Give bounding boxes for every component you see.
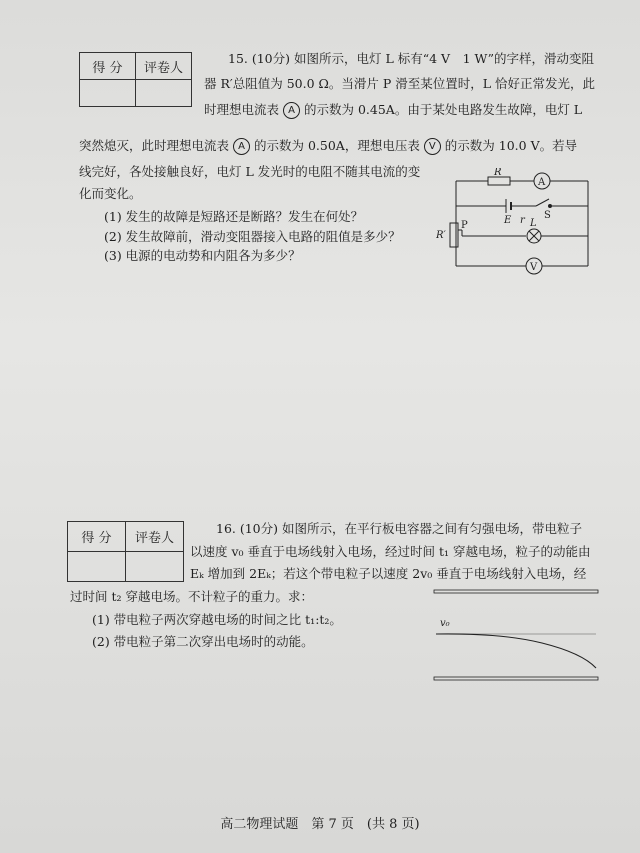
page-footer: 高二物理试题 第 7 页 (共 8 页) (220, 817, 420, 832)
lower-plate (434, 677, 598, 680)
q16-line1: 16. (10分) 如图所示，在平行板电容器之间有匀强电场，带电粒子 (216, 521, 582, 536)
grader-header: 评卷人 (136, 53, 192, 80)
label-E: E (504, 215, 512, 226)
circuit-diagram (436, 168, 596, 278)
q15-line1: 15. (10分) 如图所示，电灯 L 标有“4 V 1 W”的字样，滑动变阻 (228, 51, 594, 66)
q16-line2: 以速度 v₀ 垂直于电场线射入电场，经过时间 t₁ 穿越电场，粒子的动能由 (190, 544, 591, 559)
upper-plate (434, 590, 598, 593)
q15-line2: 器 R′总阻值为 50.0 Ω。当滑片 P 滑至某位置时，L 恰好正常发光，此 (204, 76, 595, 91)
q16-question-2: (2) 带电粒子第二次穿出电场时的动能。 (92, 634, 314, 649)
score-header: 得 分 (80, 53, 136, 80)
particle-trajectory (436, 634, 596, 668)
capacitor-diagram (432, 588, 602, 688)
ammeter-symbol: A (283, 102, 300, 119)
q15-question-3: (3) 电源的电动势和内阻各为多少？ (104, 248, 301, 263)
label-R: R (494, 168, 502, 178)
grader-header: 评卷人 (126, 522, 184, 552)
q15-question-1: (1) 发生的故障是短路还是断路？发生在何处？ (104, 209, 364, 224)
label-S: S (544, 210, 551, 221)
score-cell (80, 80, 136, 107)
label-r: r (520, 215, 525, 226)
q15-line6: 化而变化。 (79, 186, 142, 201)
q15-line4: 突然熄灭，此时理想电流表 A 的示数为 0.50A，理想电压表 V 的示数为 10.0 V。若导 (79, 138, 578, 153)
label-L: L (530, 218, 537, 229)
switch-contact (549, 205, 552, 208)
label-A: A (538, 177, 546, 188)
resistor-R (488, 177, 510, 185)
q15-line5: 线完好，各处接触良好，电灯 L 发光时的电阻不随其电流的变 (79, 164, 421, 179)
voltmeter-symbol: V (424, 138, 441, 155)
label-V: V (530, 262, 538, 273)
q16-line4: 过时间 t₂ 穿越电场。不计粒子的重力。求： (70, 589, 313, 604)
q15-question-2: (2) 发生故障前，滑动变阻器接入电路的阻值是多少？ (104, 229, 401, 244)
q16-question-1: (1) 带电粒子两次穿越电场的时间之比 t₁:t₂。 (92, 612, 342, 627)
score-table-q16 (67, 521, 184, 582)
ammeter-symbol: A (233, 138, 250, 155)
q16-line3: Eₖ 增加到 2Eₖ；若这个带电粒子以速度 2v₀ 垂直于电场线射入电场，经 (190, 566, 587, 581)
label-v0: v₀ (440, 618, 450, 629)
grader-cell (136, 80, 192, 107)
grader-cell (126, 552, 184, 582)
label-P: P (461, 220, 468, 231)
score-header: 得 分 (68, 522, 126, 552)
q15-line3: 时理想电流表 A 的示数为 0.45A。由于某处电路发生故障，电灯 L (204, 102, 583, 117)
score-table-q15 (79, 52, 192, 107)
switch-S (536, 199, 549, 206)
score-cell (68, 552, 126, 582)
rheostat-R-prime (450, 223, 458, 247)
label-R-prime: R′ (436, 230, 446, 241)
